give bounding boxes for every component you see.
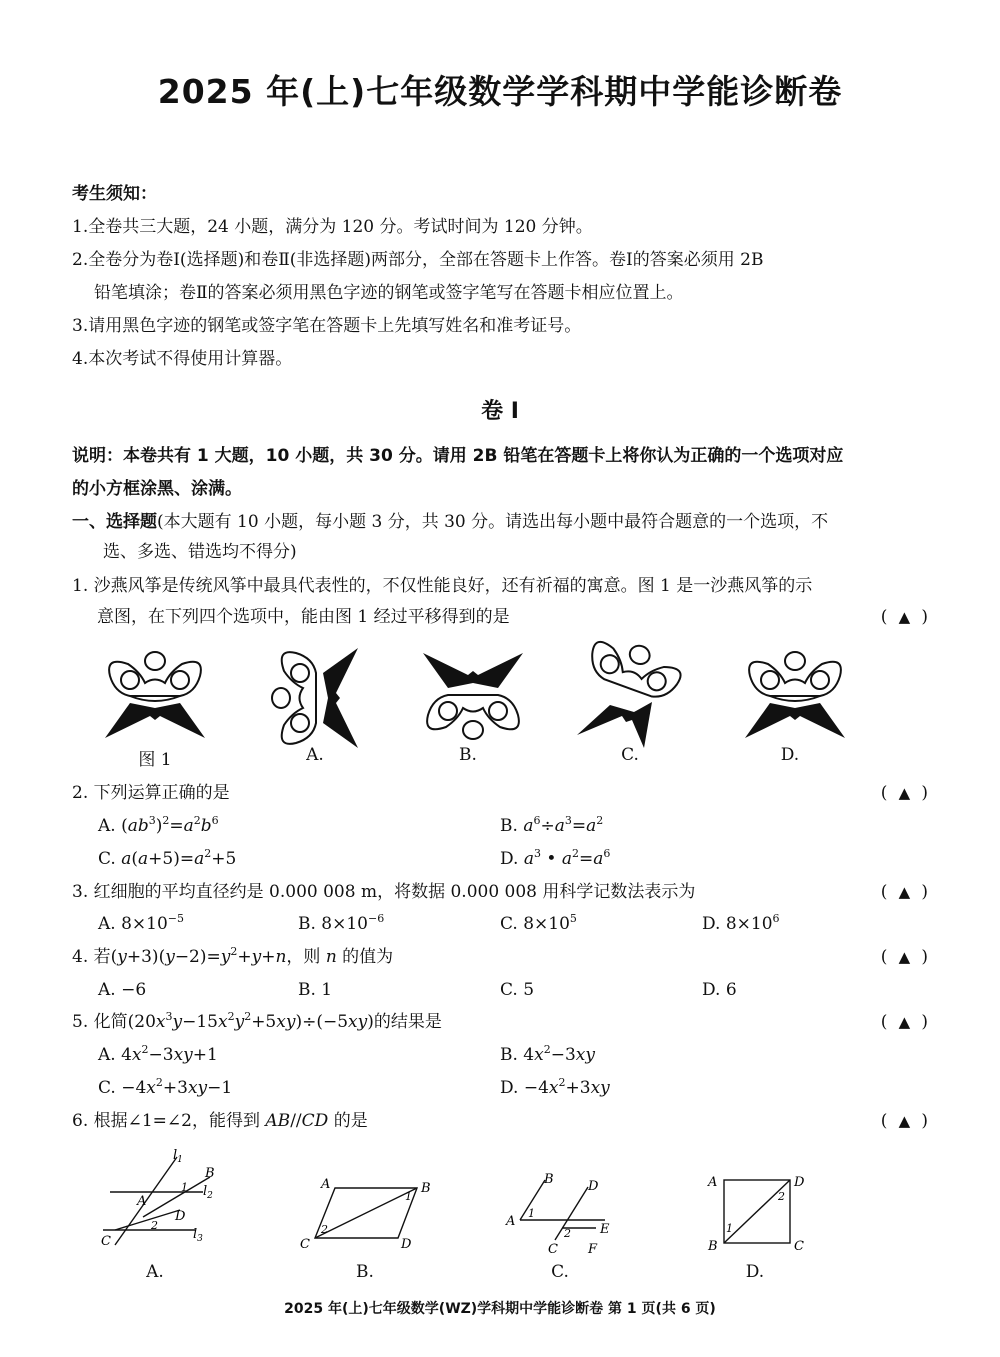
q3-answer-blank[interactable]: ( ▲ ) — [880, 882, 928, 902]
kite-label-d[interactable]: D. — [780, 745, 800, 765]
notice-item-2-cont: 铅笔填涂；卷Ⅱ的答案必须用黑色字迹的钢笔或签字笔写在答题卡相应位置上。 — [94, 283, 684, 303]
kite-figure-b — [418, 648, 528, 743]
q5-option-a[interactable]: A. $4x^2-3xy+1$ — [98, 1043, 218, 1065]
svg-text:1: 1 — [528, 1207, 535, 1220]
q5-answer-blank[interactable]: ( ▲ ) — [880, 1012, 928, 1032]
q2-text: 2. 下列运算正确的是 — [72, 783, 230, 803]
q4-option-b[interactable]: B. 1 — [298, 980, 333, 1000]
notice-heading: 考生须知： — [72, 184, 157, 204]
page-footer: 2025 年(上)七年级数学(WZ)学科期中学能诊断卷 第 1 页(共 6 页) — [284, 1301, 716, 1317]
q6-text: 6. 根据∠1=∠2，能得到 AB//CD 的是 — [72, 1111, 368, 1131]
svg-text:C: C — [300, 1237, 310, 1252]
svg-text:A: A — [321, 1177, 331, 1192]
notice-item-4: 4.本次考试不得使用计算器。 — [72, 349, 293, 369]
q1-text-2: 意图，在下列四个选项中，能由图 1 经过平移得到的是 — [97, 607, 510, 627]
svg-text:l1: $l_1$ — [173, 1148, 183, 1165]
part-heading: 一、选择题 — [72, 512, 157, 532]
q3-option-b[interactable]: B. $8\times 10^{-6}$ — [298, 912, 385, 934]
q5-option-b[interactable]: B. $4x^2-3xy$ — [500, 1043, 595, 1065]
section-title: 卷 Ⅰ — [481, 399, 519, 424]
svg-text:C: C — [548, 1242, 558, 1257]
q3-option-a[interactable]: A. $8\times 10^{-5}$ — [98, 912, 184, 934]
part-desc-1: (本大题有 10 小题，每小题 3 分，共 30 分。请选出每小题中最符合题意的一个选项，不 — [157, 512, 829, 532]
q4-text: 4. 若$(y+3)(y-2)=y^2+y+n$，则 n 的值为 — [72, 945, 394, 967]
q1-text-1: 1. 沙燕风筝是传统风筝中最具代表性的，不仅性能良好，还有祈福的寓意。图 1 是一沙燕风筝的示 — [72, 576, 813, 596]
svg-text:1: 1 — [181, 1181, 188, 1194]
svg-text:D: D — [175, 1209, 186, 1224]
q3-option-d[interactable]: D. $8\times 10^6$ — [702, 912, 780, 934]
geometry-label-b[interactable]: B. — [356, 1262, 374, 1282]
q2-option-a[interactable]: A. $(ab^3)^2=a^2b^6$ — [98, 814, 219, 836]
geometry-figure-c — [500, 1165, 625, 1260]
svg-text:A: A — [506, 1214, 516, 1229]
svg-text:A: A — [137, 1194, 147, 1209]
svg-text:l2: $l_2$ — [203, 1184, 213, 1201]
svg-text:B: B — [205, 1166, 215, 1181]
q2-answer-blank[interactable]: ( ▲ ) — [880, 783, 928, 803]
svg-text:1: 1 — [405, 1190, 412, 1203]
svg-text:C: C — [794, 1239, 804, 1254]
notice-item-3: 3.请用黑色字迹的钢笔或签字笔在答题卡上先填写姓名和准考证号。 — [72, 316, 582, 336]
q3-text: 3. 红细胞的平均直径约是 0.000 008 m，将数据 0.000 008 用科学记数法表示为 — [72, 882, 696, 902]
kite-figure-d — [740, 648, 850, 743]
geometry-figure-d — [700, 1168, 815, 1263]
geometry-figure-b — [295, 1170, 435, 1255]
page-title: 2025 年(上)七年级数学学科期中学能诊断卷 — [157, 72, 843, 111]
q4-option-a[interactable]: A. −6 — [98, 980, 147, 1000]
q4-option-c[interactable]: C. 5 — [500, 980, 535, 1000]
q4-option-d[interactable]: D. 6 — [702, 980, 737, 1000]
q4-answer-blank[interactable]: ( ▲ ) — [880, 947, 928, 967]
kite-label-b[interactable]: B. — [459, 745, 477, 765]
notice-item-1: 1.全卷共三大题，24 小题，满分为 120 分。考试时间为 120 分钟。 — [72, 217, 593, 237]
svg-text:B: B — [544, 1172, 554, 1187]
geometry-label-c[interactable]: C. — [551, 1262, 569, 1282]
kite-figure-c — [572, 640, 684, 752]
svg-text:2: 2 — [321, 1223, 328, 1236]
q5-option-d[interactable]: D. $-4x^2+3xy$ — [500, 1076, 610, 1098]
svg-text:F: F — [588, 1242, 598, 1257]
section-explain-2: 的小方框涂黑、涂满。 — [72, 479, 242, 499]
svg-text:D: D — [588, 1179, 599, 1194]
notice-item-2: 2.全卷分为卷Ⅰ(选择题)和卷Ⅱ(非选择题)两部分，全部在答题卡上作答。卷Ⅰ的答案必须用 2B — [72, 250, 764, 270]
svg-text:1: 1 — [726, 1222, 733, 1235]
kite-label-c[interactable]: C. — [621, 745, 639, 765]
svg-text:2: 2 — [564, 1227, 571, 1240]
q6-answer-blank[interactable]: ( ▲ ) — [880, 1111, 928, 1131]
kite-label-a[interactable]: A. — [306, 745, 324, 765]
svg-text:C: C — [101, 1234, 111, 1249]
svg-text:D: D — [401, 1237, 412, 1252]
svg-text:2: 2 — [778, 1190, 785, 1203]
svg-text:l3: $l_3$ — [193, 1227, 203, 1244]
section-explain-1: 说明：本卷共有 1 大题，10 小题，共 30 分。请用 2B 铅笔在答题卡上将你认为正确的一个选项对应 — [72, 446, 844, 466]
svg-text:B: B — [421, 1181, 431, 1196]
svg-text:D: D — [794, 1175, 805, 1190]
svg-text:A: A — [708, 1175, 718, 1190]
q2-option-b[interactable]: B. $a^6\div a^3=a^2$ — [500, 814, 604, 836]
geometry-label-d[interactable]: D. — [745, 1262, 765, 1282]
geometry-label-a[interactable]: A. — [146, 1262, 164, 1282]
q3-option-c[interactable]: C. $8\times 10^5$ — [500, 912, 577, 934]
q5-option-c[interactable]: C. $-4x^2+3xy-1$ — [98, 1076, 233, 1098]
kite-label-fig1: 图 1 — [138, 750, 172, 770]
svg-text:E: E — [600, 1222, 610, 1237]
svg-text:B: B — [708, 1239, 718, 1254]
q5-text: 5. 化简$(20x^3y-15x^2y^2+5xy)\div(-5xy)$的结果是 — [72, 1010, 442, 1032]
q2-option-d[interactable]: D. $a^3$ • $a^2=a^6$ — [500, 847, 611, 869]
svg-text:2: 2 — [151, 1219, 158, 1232]
q2-option-c[interactable]: C. $a(a+5)=a^2+5$ — [98, 847, 237, 869]
kite-figure-1 — [100, 648, 210, 743]
kite-figure-a — [268, 643, 363, 753]
q1-answer-blank[interactable]: ( ▲ ) — [880, 607, 928, 627]
geometry-figure-a — [95, 1145, 225, 1250]
part-heading-line — [72, 511, 828, 533]
part-desc-2: 选、多选、错选均不得分) — [103, 542, 297, 562]
